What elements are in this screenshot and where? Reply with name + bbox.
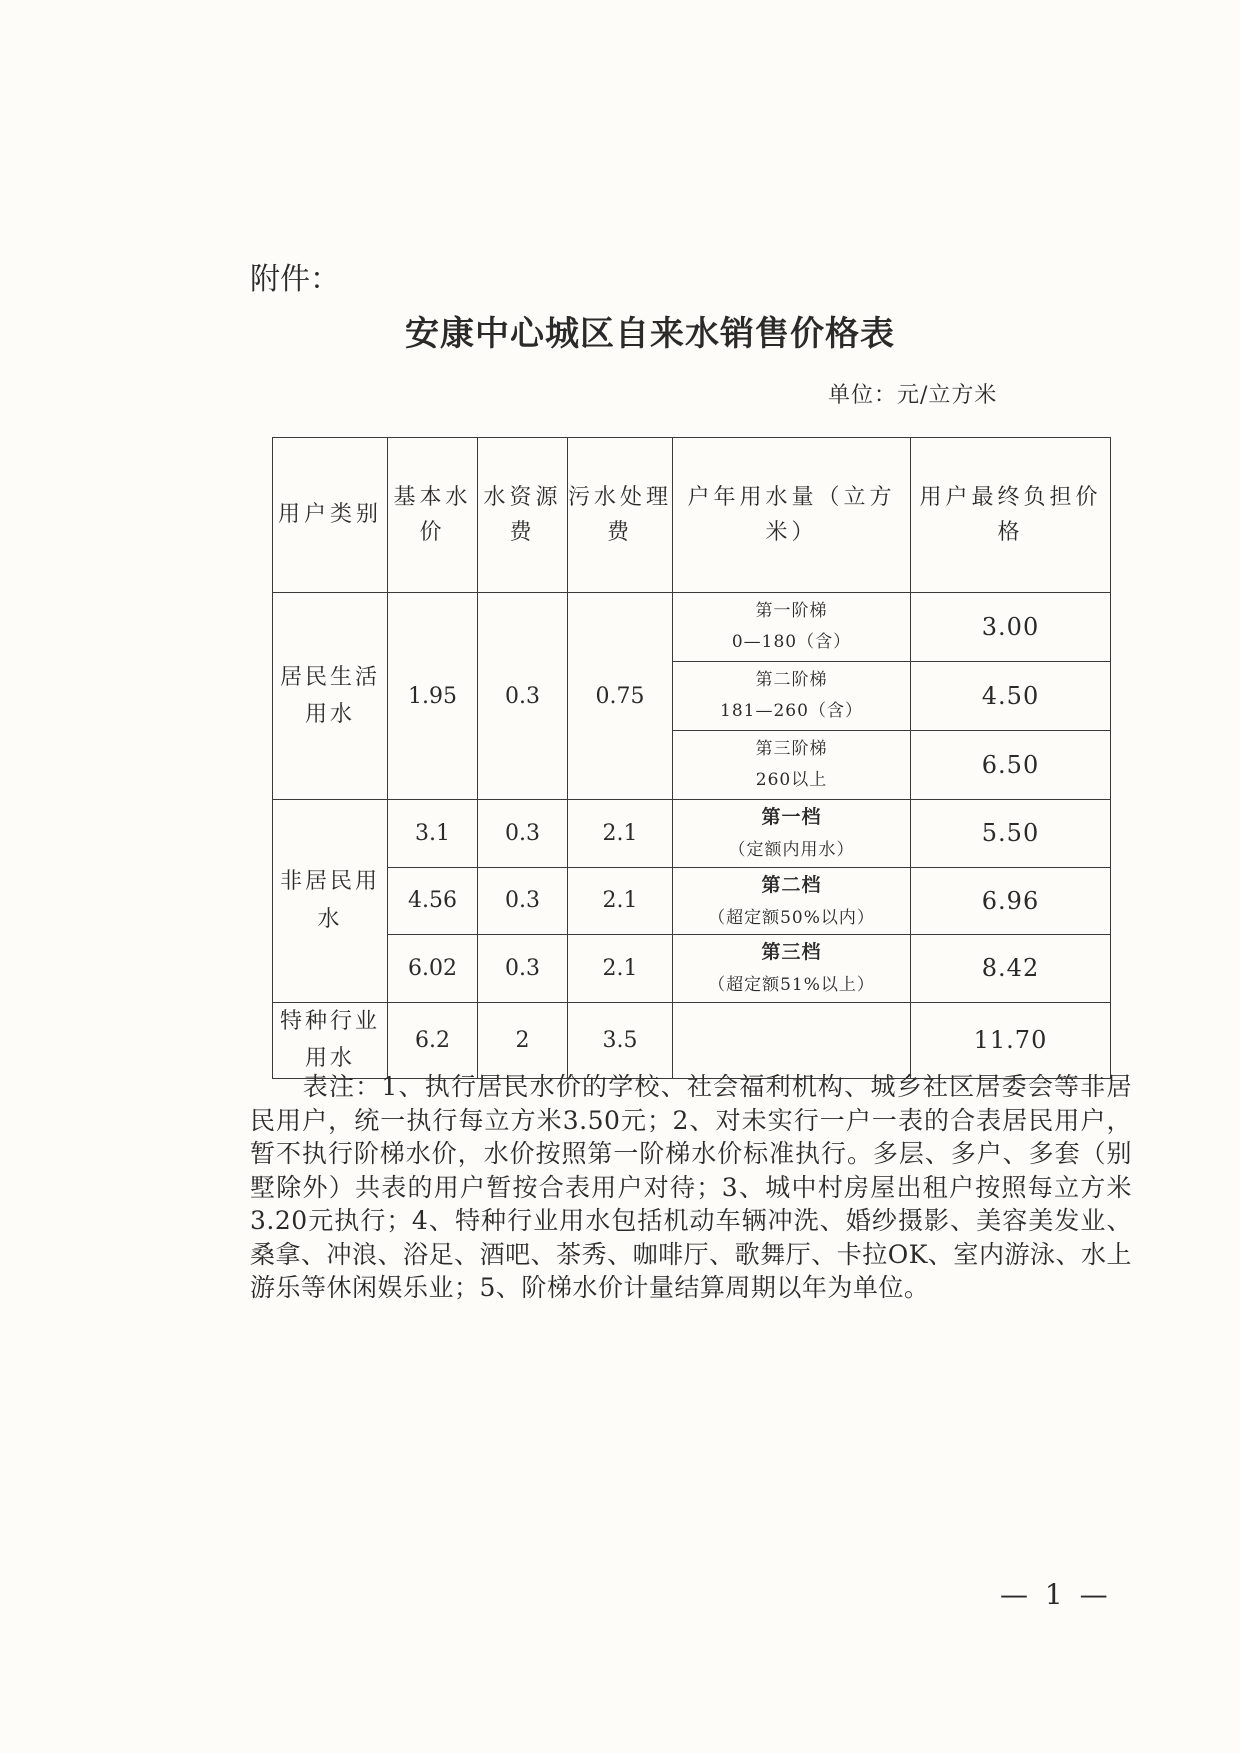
table-row <box>273 800 1111 868</box>
table-note <box>250 1070 1132 1305</box>
header-category: 用户类别 <box>273 438 388 593</box>
cell-tier <box>673 593 911 662</box>
tier-name: 第三档 <box>761 941 822 964</box>
cell-tier <box>673 935 911 1003</box>
tier-range: 0—180（含） <box>731 632 852 652</box>
cell-base-price: 6.2 <box>388 1002 478 1078</box>
header-base-price: 基本水价 <box>388 438 478 593</box>
cell-base-price: 4.56 <box>388 867 478 935</box>
tier-range: 260以上 <box>755 770 828 790</box>
cell-final-price: 11.70 <box>911 1002 1111 1078</box>
unit-label: 单位：元/立方米 <box>828 383 998 408</box>
header-volume: 户年用水量（立方米） <box>673 438 911 593</box>
cell-volume-empty <box>673 1002 911 1078</box>
note-text: 表注：1、执行居民水价的学校、社会福利机构、城乡社区居委会等非居民用户，统一执行每立方米3.50元；2、对未实行一户一表的合表居民用户，暂不执行阶梯水价，水价按照第一阶梯水价标准执行。多层、多户、多套（别墅除外）共表的用户暂按合表用户对待；3、城中村房屋出租户按照每立方米3.20元执行；4、特种行业用水包括机动车辆冲洗、婚纱摄影、美容美发业、桑拿、冲浪、浴足、酒吧、茶秀、咖啡厅、歌舞厅、卡拉OK、室内游泳、水上游乐等休闲娱乐业；5、阶梯水价计量结算周期以年为单位。 <box>250 1072 1132 1302</box>
cell-final-price: 6.50 <box>911 731 1111 800</box>
table-header-row <box>273 438 1111 593</box>
cell-sewage-fee: 2.1 <box>568 867 673 935</box>
cell-final-price: 3.00 <box>911 593 1111 662</box>
cell-resource-fee: 0.3 <box>478 867 568 935</box>
page-number: — 1 — <box>1000 1578 1112 1611</box>
cell-resource-fee: 2 <box>478 1002 568 1078</box>
tier-name: 第一档 <box>761 806 822 828</box>
category-special: 特种行业用水 <box>273 1002 388 1078</box>
cell-resource-fee: 0.3 <box>478 800 568 868</box>
cell-tier <box>673 867 911 935</box>
tier-range: （定额内用水） <box>728 840 855 861</box>
header-sewage-fee: 污水处理费 <box>568 438 673 593</box>
table-row <box>273 593 1111 662</box>
header-final-price: 用户最终负担价格 <box>911 438 1111 593</box>
cell-sewage-fee: 0.75 <box>568 593 673 800</box>
document-title: 安康中心城区自来水销售价格表 <box>405 314 895 354</box>
cell-resource-fee: 0.3 <box>478 935 568 1003</box>
cell-final-price: 5.50 <box>911 800 1111 868</box>
attachment-label: 附件： <box>250 262 340 297</box>
cell-sewage-fee: 2.1 <box>568 935 673 1003</box>
tier-name: 第三阶梯 <box>755 738 828 759</box>
cell-final-price: 4.50 <box>911 662 1111 731</box>
cell-resource-fee: 0.3 <box>478 593 568 800</box>
cell-sewage-fee: 3.5 <box>568 1002 673 1078</box>
tier-name: 第一阶梯 <box>755 600 828 621</box>
tier-range: （超定额51%以上） <box>708 975 875 996</box>
table-row <box>273 1002 1111 1078</box>
category-non-residential: 非居民用水 <box>273 800 388 1003</box>
header-resource-fee: 水资源费 <box>478 438 568 593</box>
cell-base-price: 6.02 <box>388 935 478 1003</box>
table-row <box>273 935 1111 1003</box>
category-residential: 居民生活用水 <box>273 593 388 800</box>
tier-name: 第二档 <box>761 873 822 896</box>
cell-base-price: 3.1 <box>388 800 478 868</box>
tier-range: （超定额50%以内） <box>708 907 875 928</box>
cell-base-price: 1.95 <box>388 593 478 800</box>
tier-name: 第二阶梯 <box>755 669 828 690</box>
cell-final-price: 6.96 <box>911 867 1111 935</box>
table-row <box>273 867 1111 935</box>
cell-tier <box>673 662 911 731</box>
cell-tier <box>673 731 911 800</box>
cell-tier <box>673 800 911 868</box>
cell-sewage-fee: 2.1 <box>568 800 673 868</box>
cell-final-price: 8.42 <box>911 935 1111 1003</box>
tier-range: 181—260（含） <box>720 701 863 721</box>
price-table <box>272 437 1111 1079</box>
